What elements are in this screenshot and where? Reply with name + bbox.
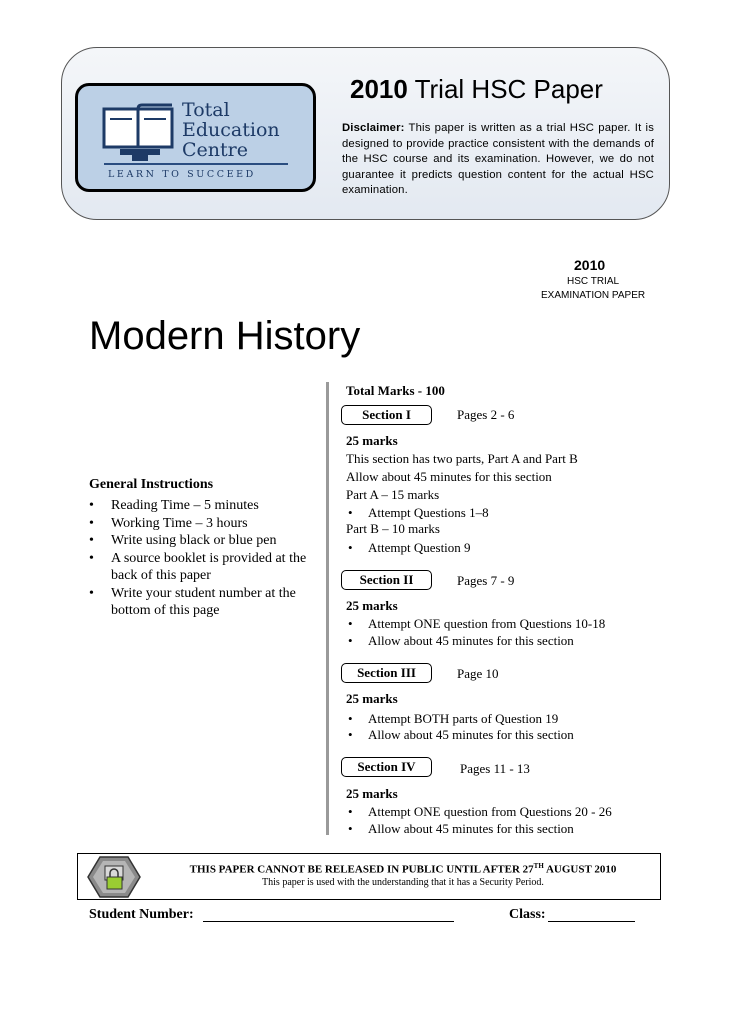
instruction-item: • Working Time – 3 hours [89,515,321,533]
logo-text-centre: Centre [182,139,248,161]
section-1-line: Allow about 45 minutes for this section [346,469,552,484]
section-4-bullet: • Attempt ONE question from Questions 20 - 26 [368,803,612,820]
release-notice-title [148,862,658,876]
section-3-pages: Page 10 [457,666,499,681]
section-1-pages: Pages 2 - 6 [457,407,515,422]
section-3-label: Section III [341,663,432,683]
section-2-bullet: • Attempt ONE question from Questions 10-18 [368,615,605,632]
section-2-pages: Pages 7 - 9 [457,573,515,588]
meta-examination-paper: EXAMINATION PAPER [541,290,646,301]
disclaimer-text: This paper is written as a trial HSC paper. It is designed to provide practice consistent with the demands of the HSC course and its examination. However, we do not guarantee it predicts question content for the actual HSC examination. [342,122,654,196]
section-1-line: This section has two parts, Part A and Part B [346,451,578,466]
section-4-label: Section IV [341,757,432,777]
column-divider [326,382,329,835]
total-education-centre-logo [75,83,316,192]
release-notice-text: THIS PAPER CANNOT BE RELEASED IN PUBLIC UNTIL AFTER 27 [189,863,534,876]
section-2-marks: 25 marks [346,598,398,613]
section-2-bullet: • Allow about 45 minutes for this section [368,632,574,649]
paper-title [350,74,603,105]
section-4-pages: Pages 11 - 13 [460,761,530,776]
section-4-bullet: • Allow about 45 minutes for this section [368,820,574,837]
release-notice-date: AUGUST 2010 [543,863,617,876]
student-number-field[interactable] [203,921,454,922]
book-computer-icon [102,103,178,165]
section-1-line: Part A – 15 marks [346,487,440,502]
student-number-label: Student Number: [89,907,194,922]
security-lock-icon [86,855,142,899]
meta-hsc-trial: HSC TRIAL [567,276,620,287]
logo-tagline: LEARN TO SUCCEED [108,169,256,180]
total-marks: Total Marks - 100 [346,383,445,398]
section-1-marks: 25 marks [346,433,398,448]
class-label: Class: [509,907,546,922]
section-3-marks: 25 marks [346,691,398,706]
meta-year: 2010 [574,257,606,273]
section-3-bullet: • Allow about 45 minutes for this section [368,726,574,743]
logo-text-total: Total [182,99,230,121]
subject-title: Modern History [89,314,361,358]
paper-year: 2010 [350,74,408,104]
instruction-item: • A source booklet is provided at the back of this paper [89,550,321,585]
general-instructions-list [89,497,321,620]
disclaimer [342,121,654,199]
section-3-bullet: • Attempt BOTH parts of Question 19 [368,710,558,727]
logo-divider [104,163,288,165]
section-2-label: Section II [341,570,432,590]
section-1-label: Section I [341,405,432,425]
class-field[interactable] [548,921,635,922]
instruction-item: • Write using black or blue pen [89,532,321,550]
section-1-bullet-b: • Attempt Question 9 [368,539,471,556]
instruction-item: • Reading Time – 5 minutes [89,497,321,515]
section-4-marks: 25 marks [346,786,398,801]
release-notice-ordinal: TH [533,862,544,870]
section-1-part-b: Part B – 10 marks [346,521,440,536]
general-instructions-heading: General Instructions [89,477,214,492]
paper-title-text: Trial HSC Paper [414,74,603,104]
instruction-item: • Write your student number at the bottom of this page [89,585,321,620]
disclaimer-label: Disclaimer: [342,122,405,134]
release-notice-subtitle: This paper is used with the understanding that it has a Security Period. [262,877,544,888]
logo-text-education: Education [182,119,280,141]
section-1-bullet-a: • Attempt Questions 1–8 [368,504,489,521]
